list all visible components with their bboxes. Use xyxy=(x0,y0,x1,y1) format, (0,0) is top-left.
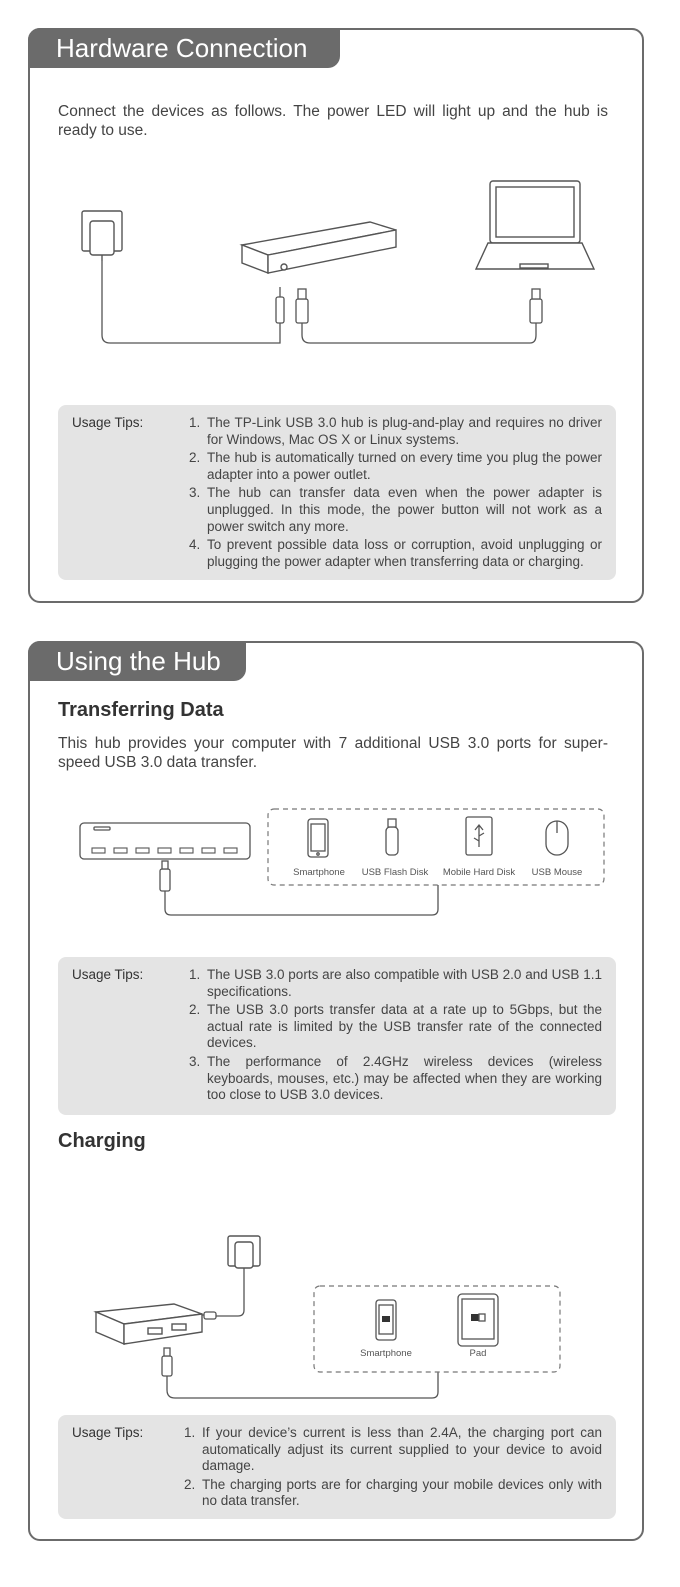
tip-item: 2. The hub is automatically turned on every time you plug the power adapter into a power outlet. xyxy=(189,450,602,482)
transfer-usage-tips xyxy=(58,957,616,1115)
device-label-smartphone: Smartphone xyxy=(360,1348,412,1359)
hardware-connection-title: Hardware Connection xyxy=(28,28,340,68)
charging-usage-tips xyxy=(58,1415,616,1519)
charging-devices-box xyxy=(314,1286,560,1372)
usb-cable xyxy=(165,885,438,915)
hardware-connection-diagram xyxy=(30,175,642,375)
usb-hub-7port-icon xyxy=(80,823,250,859)
power-plug-icon xyxy=(276,287,284,323)
usb-mouse-icon xyxy=(546,821,568,855)
usb-ports xyxy=(92,848,237,853)
usb-flash-disk-icon xyxy=(386,819,398,855)
charging-heading: Charging xyxy=(58,1130,146,1152)
using-the-hub-title: Using the Hub xyxy=(28,641,246,681)
smartphone-icon xyxy=(376,1300,396,1340)
usage-tips-label: Usage Tips: xyxy=(72,1425,144,1440)
usb-plug-icon xyxy=(160,861,170,891)
usb-plug-right-icon xyxy=(530,289,542,323)
transfer-data-diagram xyxy=(30,803,642,923)
power-adapter-icon xyxy=(82,211,122,261)
pad-icon xyxy=(458,1294,498,1346)
usb-cable xyxy=(302,323,536,343)
device-label-usb-mouse: USB Mouse xyxy=(531,867,583,878)
hardware-connection-panel xyxy=(28,28,644,603)
transferring-data-heading: Transferring Data xyxy=(58,699,224,721)
device-label-usb-flash-disk: USB Flash Disk xyxy=(361,867,429,878)
usb-hub-charging-icon xyxy=(96,1304,202,1344)
usb-plug-icon xyxy=(162,1348,172,1376)
tip-item: 1. If your device’s current is less than 2.4A, the charging port can automatically adjust its current supplied to your device to avoid damage. xyxy=(184,1425,602,1474)
laptop-icon xyxy=(476,181,594,269)
power-adapter-icon xyxy=(228,1236,260,1268)
smartphone-icon xyxy=(308,819,328,857)
usage-tips-label: Usage Tips: xyxy=(72,967,144,982)
tip-item: 2. The charging ports are for charging your mobile devices only with no data transfer. xyxy=(184,1476,602,1509)
tip-item: 1. The USB 3.0 ports are also compatible with USB 2.0 and USB 1.1 specifications. xyxy=(189,967,602,999)
device-label-mobile-hard-disk: Mobile Hard Disk xyxy=(442,867,516,878)
usage-tips-label: Usage Tips: xyxy=(72,415,144,430)
device-label-pad: Pad xyxy=(469,1348,487,1359)
tip-item: 4. To prevent possible data loss or corruption, avoid unplugging or plugging the power adapter when transferring data or charging. xyxy=(189,537,602,569)
tip-item: 3. The performance of 2.4GHz wireless devices (wireless keyboards, mouses, etc.) may be affected when they are working too close to USB 3.0 devices. xyxy=(189,1053,602,1103)
power-cable xyxy=(214,1268,244,1316)
mobile-hard-disk-icon xyxy=(466,817,492,855)
transfer-intro: This hub provides your computer with 7 additional USB 3.0 ports for super-speed USB 3.0 data transfer. xyxy=(58,735,608,771)
tip-item: 1. The TP-Link USB 3.0 hub is plug-and-play and requires no driver for Windows, Mac OS X or Linux systems. xyxy=(189,415,602,447)
usb-hub-icon xyxy=(242,222,396,273)
power-cable xyxy=(102,261,280,343)
hardware-usage-tips xyxy=(58,405,616,580)
tip-item: 2. The USB 3.0 ports transfer data at a rate up to 5Gbps, but the actual rate is limited by the USB transfer rate of the connected devices. xyxy=(189,1002,602,1051)
using-the-hub-panel xyxy=(28,641,644,1541)
device-label-smartphone: Smartphone xyxy=(293,867,345,878)
tip-item: 3. The hub can transfer data even when the power adapter is unplugged. In this mode, the power button will not work as a power switch any more. xyxy=(189,485,602,534)
usb-plug-left-icon xyxy=(296,289,308,323)
hardware-intro: Connect the devices as follows. The power LED will light up and the hub is ready to use. xyxy=(58,103,608,139)
usb-cable xyxy=(167,1372,438,1398)
charging-diagram xyxy=(30,1228,642,1408)
